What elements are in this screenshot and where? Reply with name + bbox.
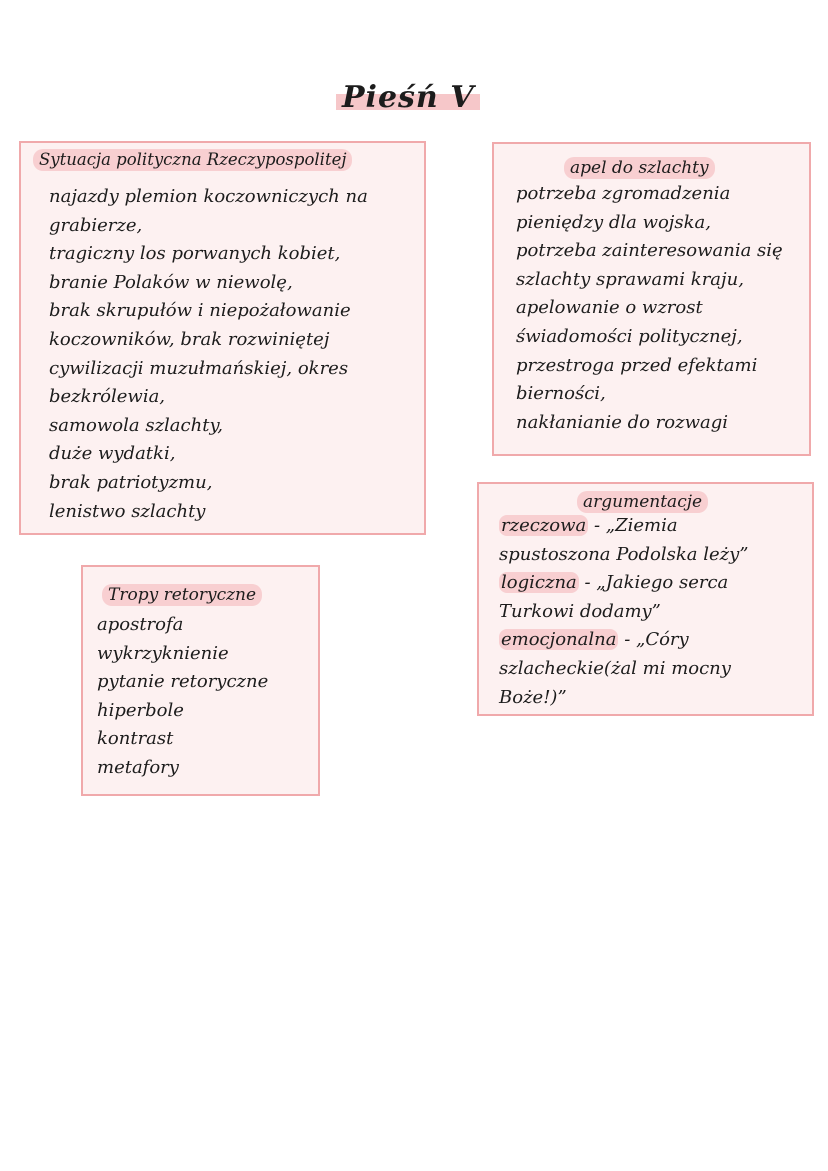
argumentation-list — [499, 512, 748, 712]
list-item: Boże!)” — [499, 686, 567, 708]
list-item: bezkrólewia, — [49, 386, 166, 408]
political-situation-box — [19, 141, 426, 535]
list-item: kontrast — [97, 728, 174, 750]
page-title: Pieśń V — [336, 80, 480, 115]
list-item: brak patriotyzmu, — [49, 471, 213, 493]
list-item — [499, 626, 748, 655]
political-situation-heading: Sytuacja polityczna Rzeczypospolitej — [33, 149, 352, 171]
list-item: bierności, — [516, 383, 606, 405]
argument-quote: - „Ziemia — [588, 515, 678, 536]
rhetorical-tropes-list — [97, 611, 268, 783]
rhetorical-tropes-heading: Tropy retoryczne — [102, 584, 262, 606]
argumentation-heading: argumentacje — [577, 491, 708, 513]
argumentation-box — [477, 482, 814, 716]
rhetorical-tropes-box — [81, 565, 320, 796]
list-item: tragiczny los porwanych kobiet, — [49, 243, 341, 265]
list-item: szlacheckie(żal mi mocny — [499, 657, 731, 679]
list-item: branie Polaków w niewolę, — [49, 271, 293, 293]
list-item: koczowników, brak rozwiniętej — [49, 328, 330, 350]
list-item: metafory — [97, 756, 179, 778]
list-item: cywilizacji muzułmańskiej, okres — [49, 357, 349, 379]
list-item: hiperbole — [97, 699, 184, 721]
list-item: lenistwo szlachty — [49, 500, 206, 522]
list-item: przestroga przed efektami — [516, 354, 758, 376]
argument-quote: - „Jakiego serca — [578, 572, 729, 594]
list-item: potrzeba zainteresowania się — [516, 240, 783, 262]
list-item: nakłanianie do rozwagi — [516, 411, 729, 433]
political-situation-list — [49, 183, 368, 526]
list-item: duże wydatki, — [49, 443, 176, 465]
list-item — [499, 512, 748, 541]
list-item: wykrzyknienie — [97, 642, 229, 664]
list-item: świadomości politycznej, — [516, 325, 743, 347]
argument-type-label: logiczna — [501, 572, 577, 594]
list-item: pieniędzy dla wojska, — [516, 211, 711, 233]
list-item: apelowanie o wzrost — [516, 297, 703, 319]
apel-box — [492, 142, 811, 456]
list-item: najazdy plemion koczowniczych na — [49, 186, 368, 207]
argument-type-label: emocjonalna — [501, 629, 617, 651]
list-item — [499, 569, 748, 598]
list-item: brak skrupułów i niepożałowanie — [49, 300, 351, 322]
list-item: potrzeba zgromadzenia — [516, 183, 731, 204]
list-item: samowola szlachty, — [49, 414, 223, 436]
apel-heading: apel do szlachty — [564, 157, 715, 179]
apel-list — [516, 180, 783, 437]
list-item: apostrofa — [97, 614, 184, 635]
argument-quote: - „Córy — [618, 629, 689, 651]
argument-type-label: rzeczowa — [501, 515, 587, 536]
list-item: pytanie retoryczne — [97, 671, 269, 693]
list-item: szlachty sprawami kraju, — [516, 268, 744, 290]
list-item: spustoszona Podolska leży” — [499, 543, 749, 565]
list-item: grabierze, — [49, 214, 143, 236]
list-item: Turkowi dodamy” — [499, 600, 661, 622]
